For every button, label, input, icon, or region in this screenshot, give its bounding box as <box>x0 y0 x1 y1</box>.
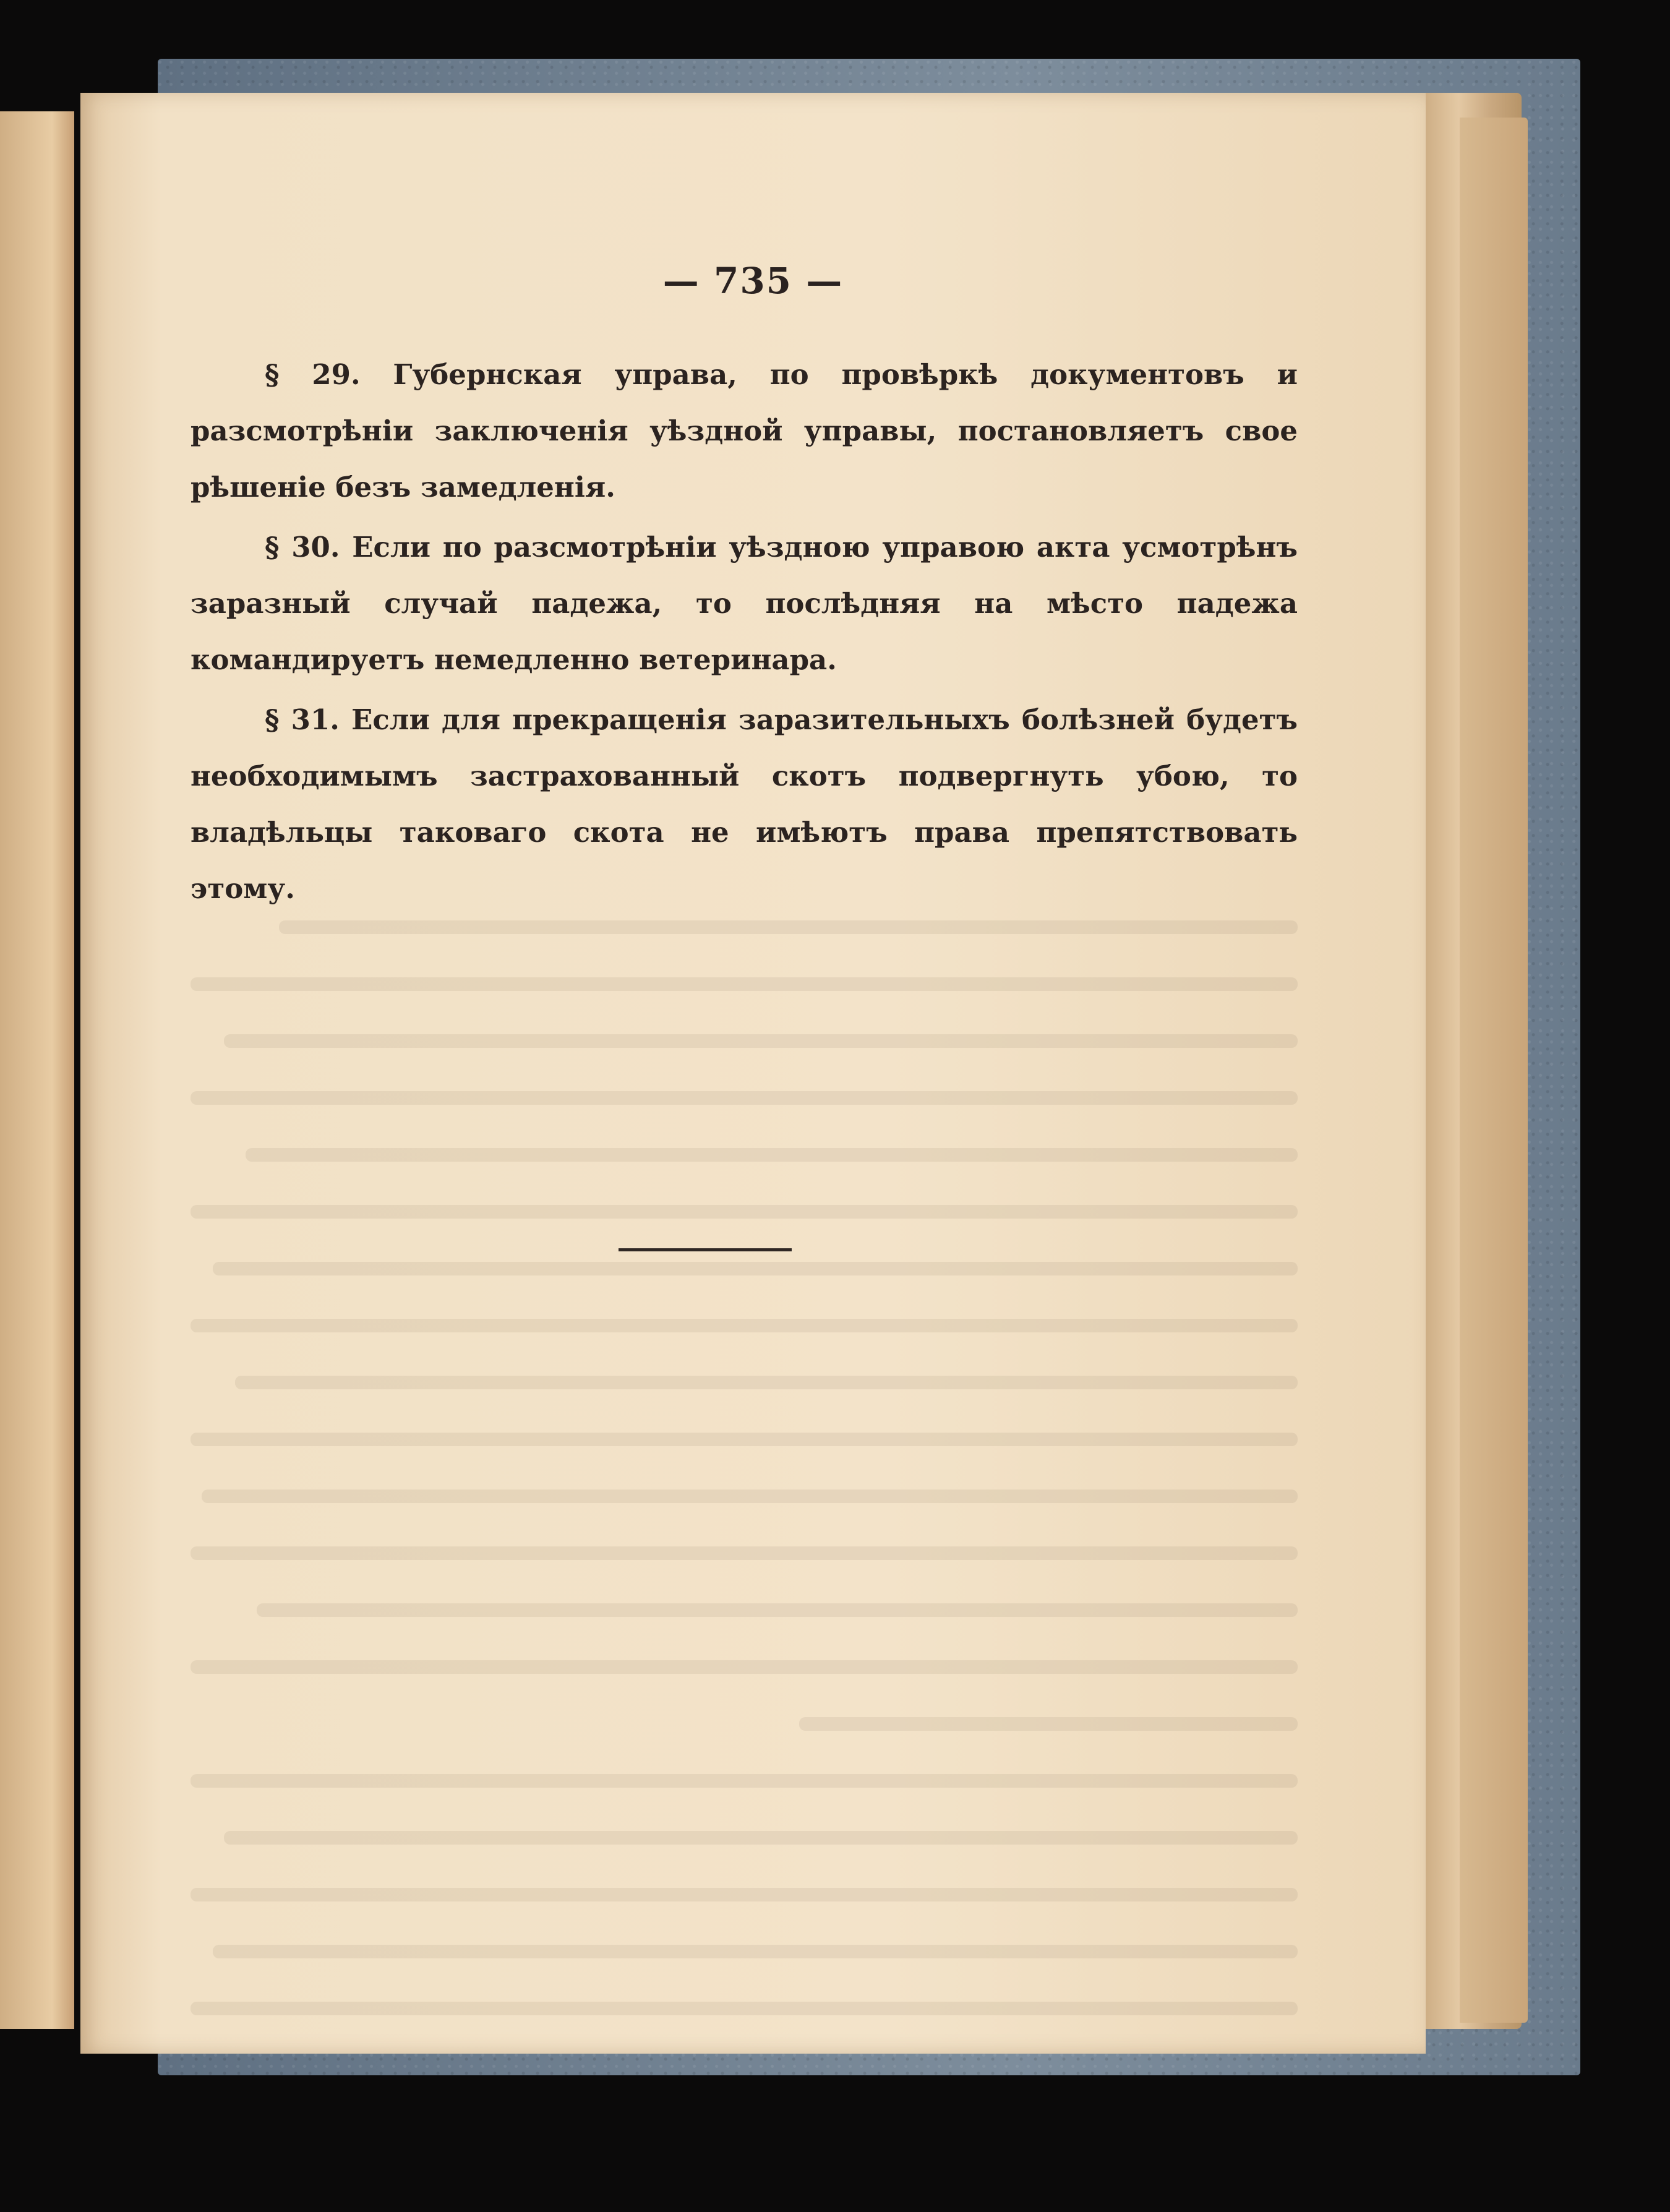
book-page <box>80 93 1426 2054</box>
paragraph-29: § 29. Губернская управа, по провѣркѣ документовъ и разсмотрѣніи заключенія уѣздной управы, постановляетъ свое рѣшеніе безъ замедленія. <box>191 358 1298 504</box>
page-stack-inner-edge <box>1460 118 1528 2023</box>
bleed-through-texture <box>191 897 1298 2035</box>
body-text <box>191 346 1298 917</box>
paragraph-30: § 30. Если по разсмотрѣніи уѣздною управою акта усмотрѣнъ заразный случай падежа, то послѣдняя на мѣсто падежа командируетъ немедленно ветеринара. <box>191 531 1298 676</box>
section-divider <box>619 1248 792 1251</box>
paragraph-31: § 31. Если для прекращенія заразительныхъ болѣзней будетъ необходимымъ застрахованный скотъ подвергнуть убою, то владѣльцы таковаго скота не имѣютъ права препятствовать этому. <box>191 703 1298 905</box>
left-page-edge <box>0 111 74 2029</box>
page-number: — 735 — <box>662 260 844 302</box>
